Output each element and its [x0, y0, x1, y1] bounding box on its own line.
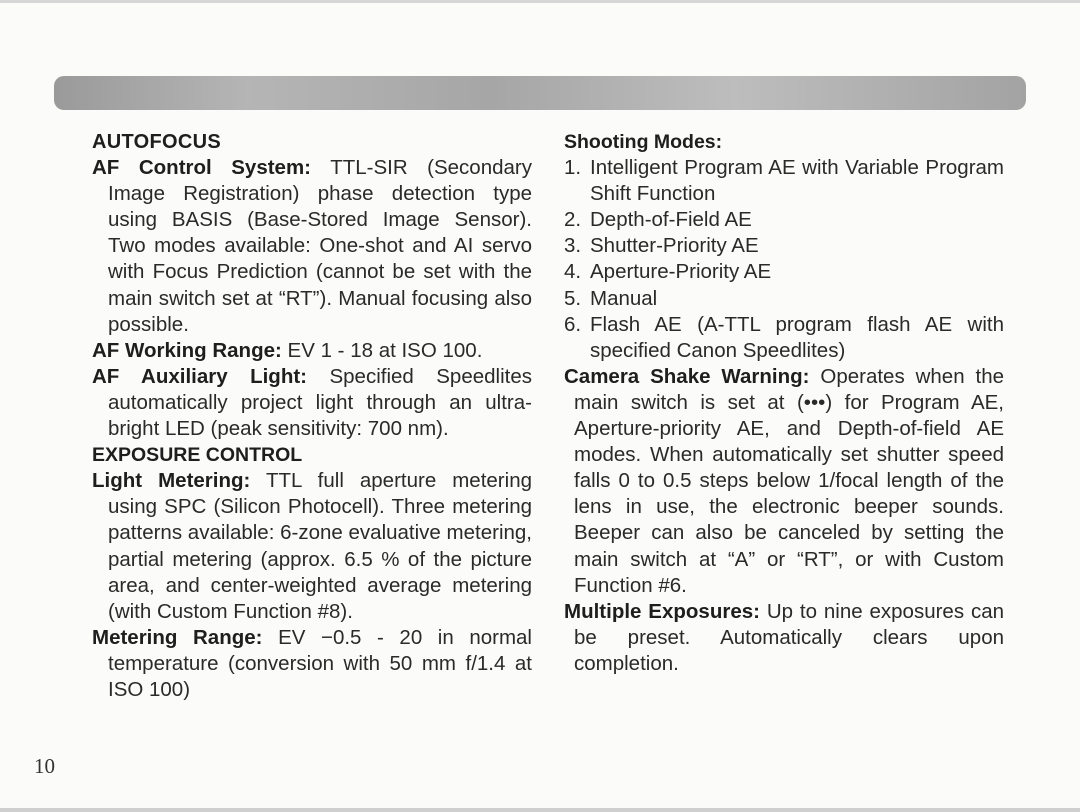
right-column	[564, 129, 1004, 677]
af-control-term: AF Control System:	[92, 156, 312, 180]
list-item	[564, 286, 1004, 312]
af-aux-text: Specified Speedlites automatically project light through an ultra-bright LED (peak sensitivity: 700 nm).	[108, 364, 532, 441]
light-metering-text: TTL full aperture metering using SPC (Silicon Photocell). Three metering patterns available: 6-zone evaluative metering, partial metering (approx. 6.5 % of the picture area, and center-weighted average metering (with Custom Function #8).	[108, 469, 532, 623]
shooting-modes-heading: Shooting Modes:	[564, 131, 723, 153]
list-item-text: Manual	[590, 286, 658, 310]
list-item	[564, 233, 1004, 259]
autofocus-heading: AUTOFOCUS	[92, 131, 221, 153]
multiple-exposures-entry	[564, 599, 1004, 677]
metering-range-text: EV −0.5 - 20 in normal temperature (conversion with 50 mm f/1.4 at ISO 100)	[108, 625, 532, 701]
camera-shake-text: Operates when the main switch is set at (•••) for Program AE, Aperture-priority AE, and Depth-of-field AE modes. When automatically set shutter speed falls 0 to 0.5 steps below 1/focal length of the lens in use, the electronic beeper sounds. Beeper can also be canceled by setting the main switch at “A” or “RT”, or with Custom Function #6.	[574, 364, 1004, 597]
af-working-entry	[92, 338, 532, 364]
metering-range-term: Metering Range:	[92, 625, 263, 649]
list-item-text: Shutter-Priority AE	[590, 234, 759, 258]
af-working-text: EV 1 - 18 at ISO 100.	[287, 338, 483, 362]
list-item	[564, 207, 1004, 233]
camera-shake-entry	[564, 364, 1004, 599]
list-item-number: 4.	[564, 260, 582, 284]
bottom-edge-rule	[0, 808, 1080, 812]
list-item-number: 2.	[564, 208, 582, 232]
header-band	[54, 76, 1026, 110]
left-column	[92, 129, 532, 703]
light-metering-entry	[92, 468, 532, 625]
list-item-number: 6.	[564, 312, 582, 336]
af-aux-term: AF Auxiliary Light:	[92, 364, 307, 388]
list-item-number: 1.	[564, 156, 582, 180]
multiple-exposures-term: Multiple Exposures:	[564, 599, 760, 623]
shooting-modes-list	[564, 155, 1004, 364]
camera-shake-term: Camera Shake Warning:	[564, 364, 810, 388]
af-aux-entry	[92, 364, 532, 442]
list-item	[564, 312, 1004, 364]
page-number: 10	[34, 754, 55, 778]
list-item-text: Flash AE (A-TTL program flash AE with specified Canon Speedlites)	[590, 312, 1004, 362]
af-working-term: AF Working Range:	[92, 338, 282, 362]
list-item-text: Depth-of-Field AE	[590, 208, 752, 232]
af-control-entry	[92, 155, 532, 338]
multiple-exposures-text: Up to nine exposures can be preset. Automatically clears upon completion.	[574, 599, 1004, 675]
exposure-heading: EXPOSURE CONTROL	[92, 444, 303, 467]
light-metering-term: Light Metering:	[92, 469, 251, 493]
list-item-number: 3.	[564, 234, 582, 258]
list-item	[564, 259, 1004, 285]
list-item-number: 5.	[564, 286, 582, 310]
list-item	[564, 155, 1004, 207]
top-edge-rule	[0, 0, 1080, 3]
af-control-text: TTL-SIR (Secondary Image Registration) phase detection type using BASIS (Base-Stored Image Sensor). Two modes available: One-shot and AI servo with Focus Prediction (cannot be set with the main switch set at “RT”). Manual focusing also possible.	[108, 156, 532, 336]
metering-range-entry	[92, 625, 532, 703]
list-item-text: Intelligent Program AE with Variable Program Shift Function	[590, 156, 1004, 206]
list-item-text: Aperture-Priority AE	[590, 260, 772, 284]
